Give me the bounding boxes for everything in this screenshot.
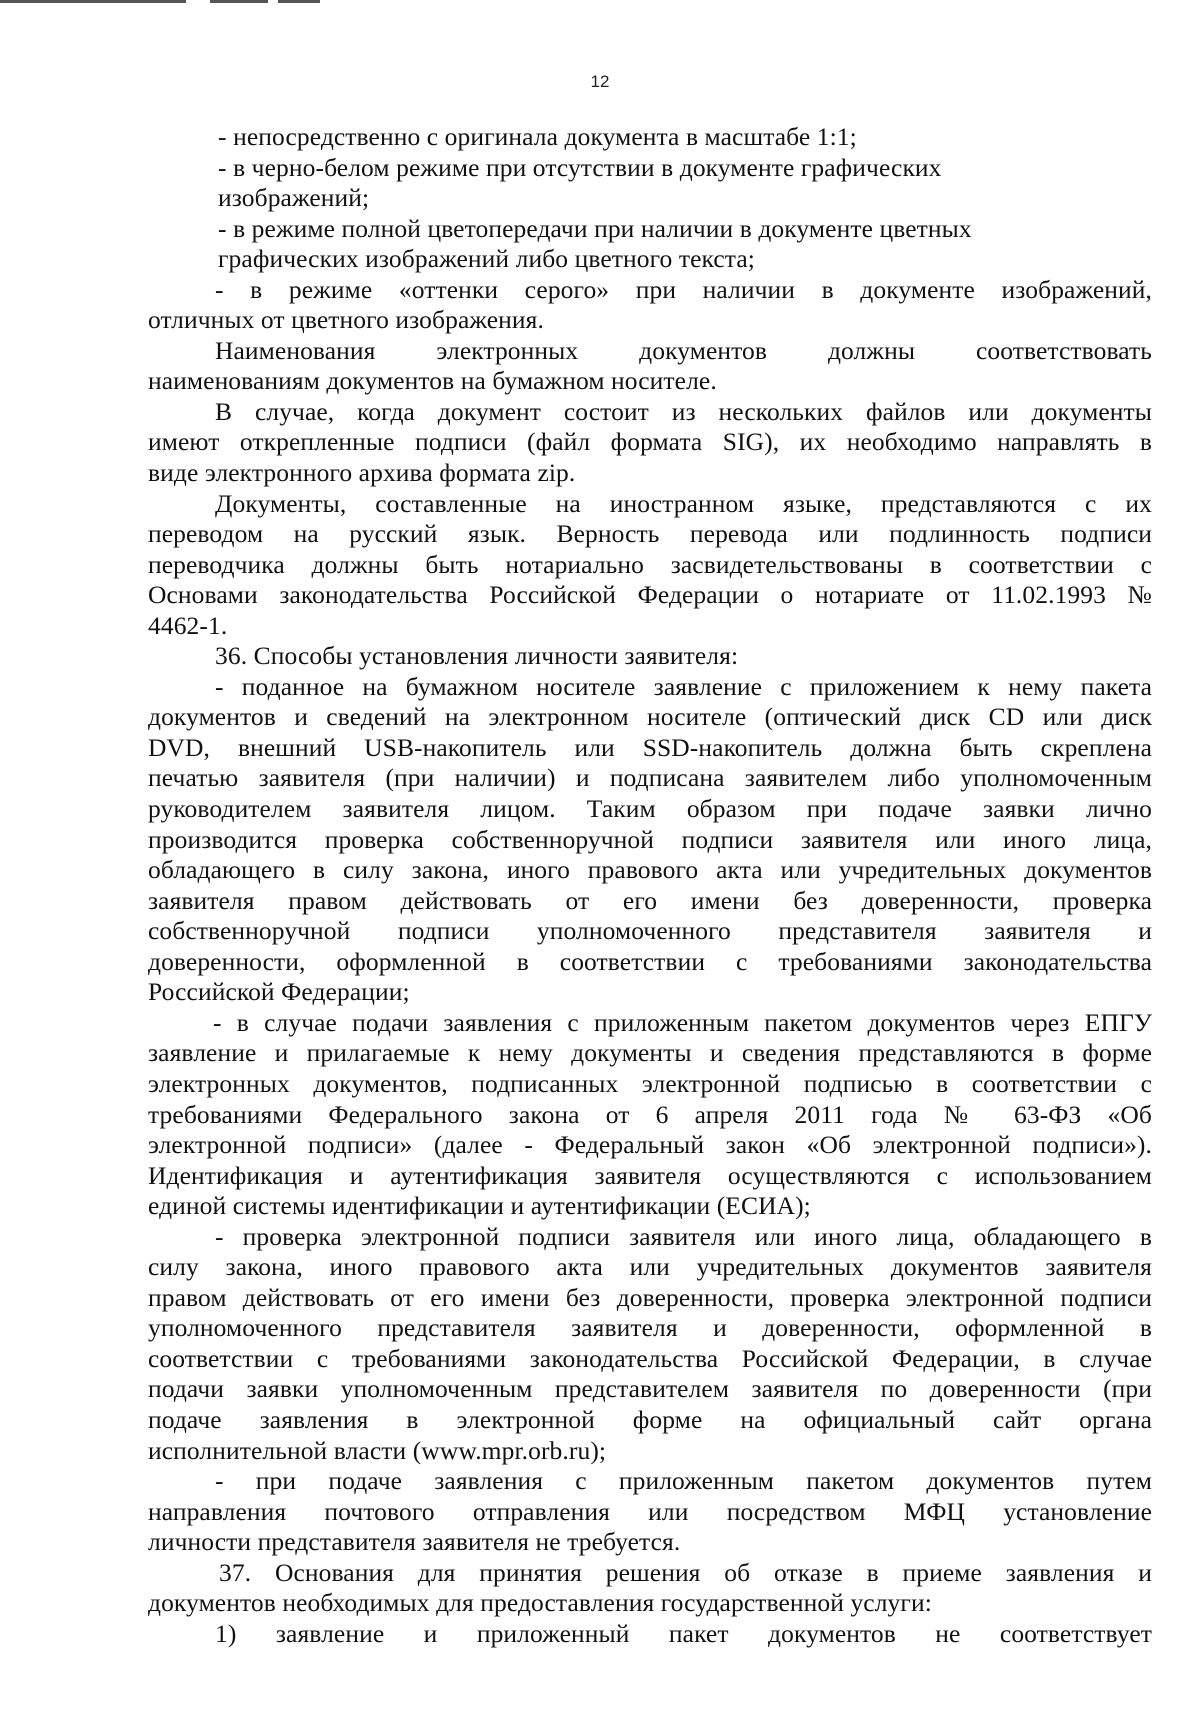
text-line: документов и сведений на электронном носителе (оптический диск CD или диск: [148, 702, 1152, 732]
section-heading: 37. Основания для принятия решения об отказе в приеме заявления и: [219, 1557, 1152, 1587]
text-line: обладающего в силу закона, иного правового акта или учредительных документов: [148, 855, 1152, 885]
text-line: Идентификация и аутентификация заявителя осуществляются с использованием: [148, 1160, 1152, 1190]
scan-edge-mark: [278, 0, 320, 3]
text-line: 4462-1.: [148, 610, 228, 640]
text-line: Документы, составленные на иностранном языке, представляются с их: [215, 488, 1152, 518]
text-line: единой системы идентификации и аутентификации (ЕСИА);: [148, 1191, 811, 1221]
text-line: собственноручной подписи уполномоченного представителя заявителя и: [148, 916, 1152, 946]
text-line: отличных от цветного изображения.: [148, 305, 544, 335]
text-line: - в черно-белом режиме при отсутствии в документе графических: [218, 152, 942, 182]
text-line: направления почтового отправления или посредством МФЦ установление: [148, 1496, 1152, 1526]
text-line: DVD, внешний USB-накопитель или SSD-накопитель должна быть скреплена: [148, 732, 1152, 762]
text-line: имеют открепленные подписи (файл формата SIG), их необходимо направлять в: [148, 427, 1152, 457]
scan-edge-mark: [0, 0, 186, 3]
text-line: наименованиям документов на бумажном носителе.: [148, 366, 717, 396]
text-line: заявление и прилагаемые к нему документы и сведения представляются в форме: [148, 1038, 1152, 1068]
text-line: доверенности, оформленной в соответствии с требованиями законодательства: [148, 946, 1152, 976]
text-line: исполнительной власти (www.mpr.orb.ru);: [148, 1435, 607, 1465]
text-line: - при подаче заявления с приложенным пакетом документов путем: [215, 1466, 1152, 1496]
document-body: [148, 122, 1152, 1649]
text-line: электронной подписи» (далее - Федеральный закон «Об электронной подписи»).: [148, 1130, 1152, 1160]
scan-edge-mark: [210, 0, 268, 3]
text-line: виде электронного архива формата zip.: [148, 458, 576, 488]
text-line: требованиями Федерального закона от 6 апреля 2011 года № 63-ФЗ «Об: [148, 1099, 1152, 1129]
text-line: - в режиме «оттенки серого» при наличии в документе изображений,: [215, 274, 1152, 304]
text-line: Российской Федерации;: [148, 977, 410, 1007]
text-line: - проверка электронной подписи заявителя или иного лица, обладающего в: [215, 1221, 1152, 1251]
text-line: Основами законодательства Российской Федерации о нотариате от 11.02.1993 №: [148, 580, 1152, 610]
section-heading: 36. Способы установления личности заявителя:: [215, 641, 739, 671]
text-line: - в случае подачи заявления с приложенным пакетом документов через ЕПГУ: [213, 1007, 1152, 1037]
text-line: - поданное на бумажном носителе заявление с приложением к нему пакета: [215, 671, 1152, 701]
text-line: личности представителя заявителя не требуется.: [148, 1527, 681, 1557]
text-line: печатью заявителя (при наличии) и подписана заявителем либо уполномоченным: [148, 763, 1152, 793]
text-line: - в режиме полной цветопередачи при наличии в документе цветных: [218, 213, 972, 243]
text-line: заявителя правом действовать от его имени без доверенности, проверка: [148, 885, 1152, 915]
text-line: Наименования электронных документов должны соответствовать: [215, 335, 1152, 365]
text-line: производится проверка собственноручной подписи заявителя или иного лица,: [148, 824, 1152, 854]
text-line: изображений;: [218, 183, 370, 213]
page-number: 12: [590, 72, 610, 91]
text-line: соответствии с требованиями законодательства Российской Федерации, в случае: [148, 1343, 1152, 1373]
text-line: руководителем заявителя лицом. Таким образом при подаче заявки лично: [148, 794, 1152, 824]
text-line: силу закона, иного правового акта или учредительных документов заявителя: [148, 1252, 1152, 1282]
text-line: переводчика должны быть нотариально засвидетельствованы в соответствии с: [148, 549, 1152, 579]
text-line: - непосредственно с оригинала документа в масштабе 1:1;: [218, 122, 857, 151]
text-line: электронных документов, подписанных электронной подписью в соответствии с: [148, 1068, 1152, 1098]
text-line: подаче заявления в электронной форме на официальный сайт органа: [148, 1404, 1152, 1434]
text-line: подачи заявки уполномоченным представителем заявителя по доверенности (при: [148, 1374, 1152, 1404]
text-line: документов необходимых для предоставления государственной услуги:: [148, 1588, 932, 1618]
text-line: уполномоченного представителя заявителя и доверенности, оформленной в: [148, 1313, 1152, 1343]
text-line: графических изображений либо цветного текста;: [218, 244, 755, 274]
text-line: В случае, когда документ состоит из нескольких файлов или документы: [215, 396, 1152, 426]
text-line: переводом на русский язык. Верность перевода или подлинность подписи: [148, 519, 1152, 549]
text-line: правом действовать от его имени без доверенности, проверка электронной подписи: [148, 1282, 1152, 1312]
text-line: 1) заявление и приложенный пакет документов не соответствует: [215, 1618, 1152, 1648]
